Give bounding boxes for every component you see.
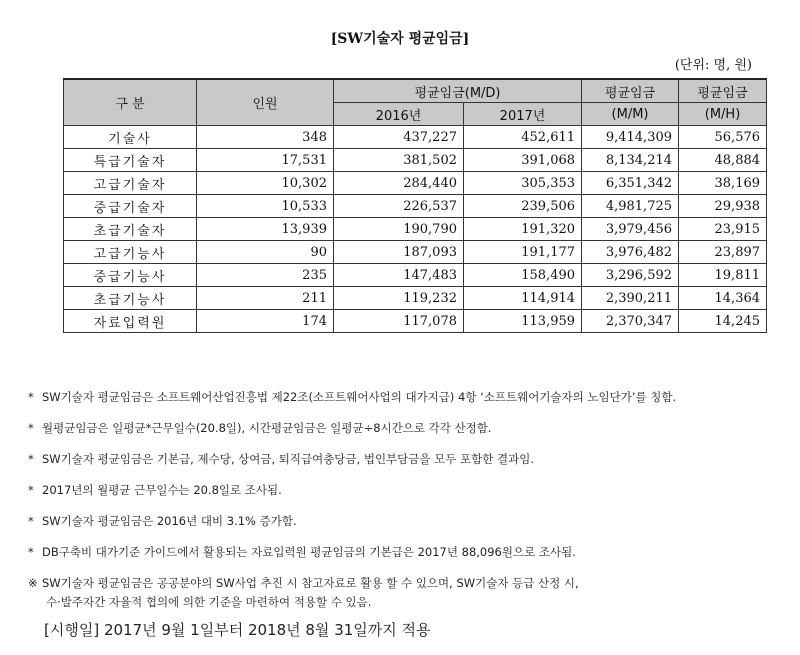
- cell-category: 고급기술자: [64, 172, 197, 195]
- header-monthly-label: 평균임금: [582, 79, 679, 103]
- cell-category: 고급기능사: [64, 241, 197, 264]
- note-item: [28, 413, 788, 444]
- table-row: [64, 149, 767, 172]
- cell-2017: 114,914: [464, 287, 582, 310]
- table-header-row: [64, 79, 767, 103]
- cell-headcount: 348: [197, 126, 334, 149]
- note-text: 월평균임금은 일평균*근무일수(20.8일), 시간평균임금은 일평균÷8시간으로 각각 산정함.: [42, 421, 492, 435]
- cell-2016: 147,483: [334, 264, 464, 287]
- cell-2016: 190,790: [334, 218, 464, 241]
- unit-note: (단위: 명, 원): [674, 58, 752, 73]
- cell-monthly: 4,981,725: [582, 195, 679, 218]
- cell-category: 자료입력원: [64, 310, 197, 333]
- remark-bullet: ※: [28, 576, 38, 590]
- note-item: [28, 444, 788, 475]
- note-bullet: *: [28, 421, 34, 435]
- note-item: [28, 382, 788, 413]
- cell-2017: 239,506: [464, 195, 582, 218]
- cell-hourly: 23,915: [679, 218, 767, 241]
- cell-hourly: 56,576: [679, 126, 767, 149]
- note-text: SW기술자 평균임금은 2016년 대비 3.1% 증가함.: [42, 514, 297, 528]
- note-bullet: *: [28, 452, 34, 466]
- cell-headcount: 90: [197, 241, 334, 264]
- cell-2017: 113,959: [464, 310, 582, 333]
- note-item: [28, 506, 788, 537]
- cell-2017: 305,353: [464, 172, 582, 195]
- cell-hourly: 19,811: [679, 264, 767, 287]
- header-monthly-unit: (M/M): [582, 103, 679, 126]
- header-year-2016: 2016년: [334, 103, 464, 126]
- header-headcount: 인원: [197, 79, 334, 126]
- remark-note: [28, 574, 788, 612]
- note-bullet: *: [28, 545, 34, 559]
- cell-2016: 187,093: [334, 241, 464, 264]
- cell-category: 기술사: [64, 126, 197, 149]
- document-title: [SW기술자 평균임금]: [330, 31, 470, 47]
- table-row: [64, 287, 767, 310]
- cell-2016: 119,232: [334, 287, 464, 310]
- cell-2016: 226,537: [334, 195, 464, 218]
- cell-hourly: 23,897: [679, 241, 767, 264]
- cell-headcount: 174: [197, 310, 334, 333]
- cell-monthly: 2,390,211: [582, 287, 679, 310]
- cell-category: 중급기술자: [64, 195, 197, 218]
- cell-2017: 191,177: [464, 241, 582, 264]
- cell-headcount: 211: [197, 287, 334, 310]
- table-row: [64, 218, 767, 241]
- header-category: 구 분: [64, 79, 197, 126]
- cell-hourly: 14,364: [679, 287, 767, 310]
- note-item: [28, 537, 788, 568]
- cell-headcount: 10,533: [197, 195, 334, 218]
- cell-monthly: 3,296,592: [582, 264, 679, 287]
- note-text: SW기술자 평균임금은 소프트웨어산업진흥법 제22조(소프트웨어사업의 대가지급) 4항 ‘소프트웨어기술자의 노임단가’를 칭함.: [42, 390, 677, 404]
- table-row: [64, 172, 767, 195]
- table-row: [64, 264, 767, 287]
- cell-hourly: 48,884: [679, 149, 767, 172]
- table-row: [64, 241, 767, 264]
- cell-headcount: 17,531: [197, 149, 334, 172]
- note-text: 2017년의 월평균 근무일수는 20.8일로 조사됨.: [42, 483, 282, 497]
- cell-monthly: 3,976,482: [582, 241, 679, 264]
- cell-headcount: 13,939: [197, 218, 334, 241]
- notes-section: [28, 382, 788, 612]
- cell-2017: 191,320: [464, 218, 582, 241]
- table-row: [64, 126, 767, 149]
- cell-2017: 452,611: [464, 126, 582, 149]
- cell-2016: 381,502: [334, 149, 464, 172]
- cell-monthly: 8,134,214: [582, 149, 679, 172]
- cell-category: 중급기능사: [64, 264, 197, 287]
- cell-monthly: 2,370,347: [582, 310, 679, 333]
- note-text: DB구축비 대가기준 가이드에서 활용되는 자료입력원 평균임금의 기본급은 2017년 88,096원으로 조사됨.: [42, 545, 576, 559]
- table-row: [64, 195, 767, 218]
- cell-monthly: 6,351,342: [582, 172, 679, 195]
- header-hourly-label: 평균임금: [679, 79, 767, 103]
- header-avg-daily: 평균임금(M/D): [334, 79, 582, 103]
- cell-category: 초급기술자: [64, 218, 197, 241]
- cell-headcount: 235: [197, 264, 334, 287]
- remark-line-1: [28, 574, 788, 593]
- note-bullet: *: [28, 483, 34, 497]
- cell-hourly: 14,245: [679, 310, 767, 333]
- note-bullet: *: [28, 514, 34, 528]
- cell-monthly: 9,414,309: [582, 126, 679, 149]
- effective-date: [시행일] 2017년 9월 1일부터 2018년 8월 31일까지 적용: [44, 621, 431, 639]
- cell-monthly: 3,979,456: [582, 218, 679, 241]
- cell-category: 특급기술자: [64, 149, 197, 172]
- cell-2017: 391,068: [464, 149, 582, 172]
- table-row: [64, 310, 767, 333]
- cell-category: 초급기능사: [64, 287, 197, 310]
- note-text: SW기술자 평균임금은 기본급, 제수당, 상여금, 퇴직급여충당금, 법인부담금을 모두 포함한 결과임.: [42, 452, 534, 466]
- note-bullet: *: [28, 390, 34, 404]
- cell-2016: 284,440: [334, 172, 464, 195]
- remark-line-2: 수·발주자간 자율적 협의에 의한 기준을 마련하여 적용할 수 있음.: [46, 595, 372, 609]
- cell-2016: 117,078: [334, 310, 464, 333]
- header-year-2017: 2017년: [464, 103, 582, 126]
- remark-text-1: SW기술자 평균임금은 공공분야의 SW사업 추진 시 참고자료로 활용 할 수 있으며, SW기술자 등급 산정 시,: [42, 576, 579, 590]
- cell-hourly: 29,938: [679, 195, 767, 218]
- note-item: [28, 475, 788, 506]
- cell-2016: 437,227: [334, 126, 464, 149]
- cell-headcount: 10,302: [197, 172, 334, 195]
- header-hourly-unit: (M/H): [679, 103, 767, 126]
- cell-2017: 158,490: [464, 264, 582, 287]
- wage-table: [63, 78, 767, 333]
- cell-hourly: 38,169: [679, 172, 767, 195]
